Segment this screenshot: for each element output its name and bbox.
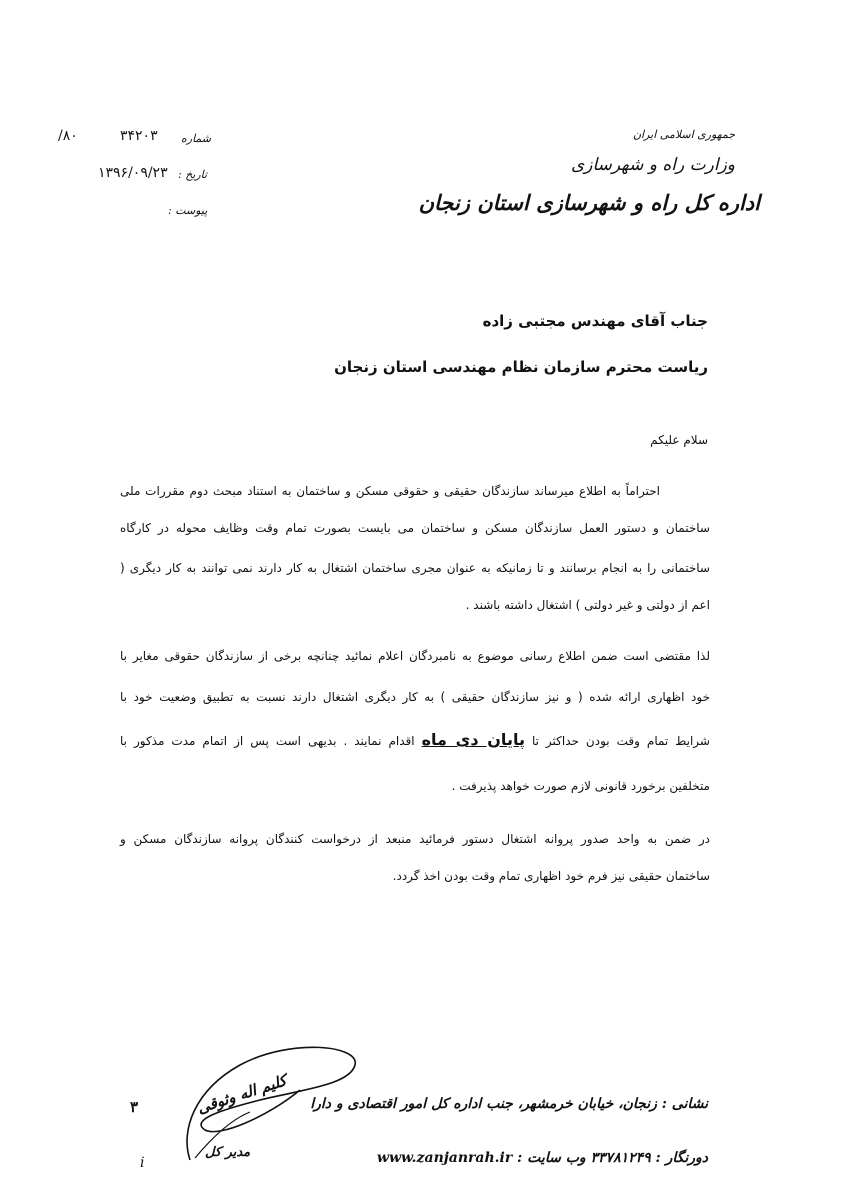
deadline-after: اقدام نمایند . بدیهی است پس از اتمام مدت مذکور با (120, 734, 415, 748)
number-value: ۳۴۲۰۳ (120, 128, 158, 144)
greeting: سلام علیکم (650, 433, 708, 447)
page-mark-secondary: i (140, 1155, 145, 1171)
footer-address: نشانی : زنجان، خیابان خرمشهر، جنب اداره کل امور اقتصادی و دارا (310, 1096, 708, 1112)
footer-website[interactable]: www.zanjanrah.ir (376, 1150, 513, 1166)
body-line: ساختمانی را به انجام برسانند و تا زمانیکه به عنوان مجری ساختمان اشتغال به کار دارند نمی توانند به کار دیگری ( (120, 561, 710, 575)
number-suffix: /۸۰ (58, 128, 78, 144)
letterhead-ministry: وزارت راه و شهرسازی (570, 155, 735, 175)
footer-phone: دورنگار : ۳۳۷۸۱۲۴۹ (590, 1150, 708, 1166)
body-line: احتراماً به اطلاع میرساند سازندگان حقیقی و حقوقی مسکن و ساختمان به استناد مبحث دوم مقررات ملی (120, 484, 660, 498)
footer-website-label: وب سایت : (517, 1150, 586, 1166)
body-line: ساختمان حقیقی نیز فرم خود اظهاری تمام وقت بودن اخذ گردد. (392, 869, 710, 883)
addressee-name: جناب آقای مهندس مجتبی زاده (482, 312, 708, 330)
body-line: ساختمان و دستور العمل سازندگان مسکن و ساختمان می بایست بصورت تمام وقت وظایف محوله در کارگاه (120, 521, 710, 535)
body-line-emphasis (120, 730, 710, 749)
body-line: خود اظهاری ارائه شده ( و نیز سازندگان حقیقی ) به کار دیگری اشتغال دارند نسبت به تطبیق وضعیت خود با (120, 690, 710, 704)
letterhead-office: اداره کل راه و شهرسازی استان زنجان (418, 190, 760, 215)
signatory-title: مدیر کل (205, 1145, 251, 1160)
addressee-title: ریاست محترم سازمان نظام مهندسی استان زنجان (334, 358, 708, 376)
footer-contact (377, 1150, 708, 1166)
page-mark: ۳ (130, 1098, 139, 1116)
number-label: شماره (181, 132, 212, 145)
date-label: تاریخ : (178, 168, 208, 181)
body-line: متخلفین برخورد قانونی لازم صورت خواهد پذیرفت . (451, 779, 710, 793)
attachment-label: پیوست : (168, 204, 208, 217)
letterhead-republic: جمهوری اسلامی ایران (632, 128, 735, 141)
body-line: در ضمن به واحد صدور پروانه اشتغال دستور فرمائید منبعد از درخواست کنندگان پروانه سازندگان مسکن و (120, 832, 710, 846)
deadline-emphasis: پایان دی ماه (421, 730, 525, 749)
date-value: ۱۳۹۶/۰۹/۲۳ (98, 165, 168, 181)
body-line: لذا مقتضی است ضمن اطلاع رسانی موضوع به نامبردگان اعلام نمائید چنانچه برخی از سازندگان حقوقی مغایر با (120, 649, 710, 663)
deadline-before: شرایط تمام وقت بودن حداکثر تا (531, 734, 710, 748)
signatory-name: کلیم اله وثوقی (195, 1071, 289, 1118)
body-line: اعم از دولتی و غیر دولتی ) اشتغال داشته باشند . (465, 598, 710, 612)
